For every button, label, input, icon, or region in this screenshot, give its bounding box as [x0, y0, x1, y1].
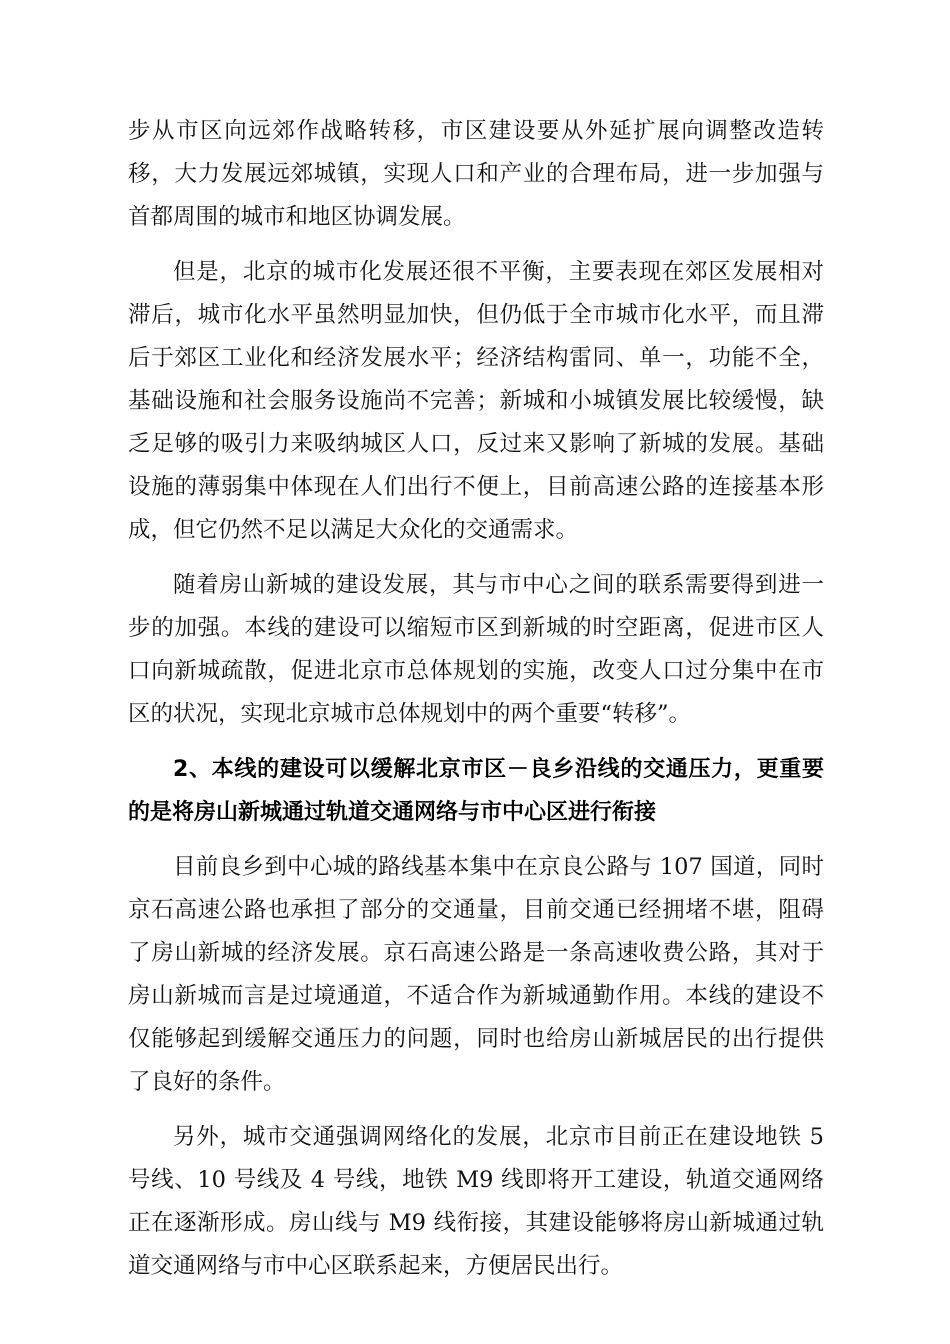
paragraph-fangshan-development: 随着房山新城的建设发展，其与市中心之间的联系需要得到进一步的加强。本线的建设可以缩短市区到新城的时空距离，促进市区人口向新城疏散，促进北京市总体规划的实施，改变人口过分集中在市区的状况，实现北京城市总体规划中的两个重要“转移”。 [128, 572, 824, 727]
section-heading: 2、本线的建设可以缓解北京市区－良乡沿线的交通压力，更重要的是将房山新城通过轨道交通网络与市中心区进行衔接 [128, 757, 824, 825]
paragraph-rail-network: 另外，城市交通强调网络化的发展，北京市目前正在建设地铁 5 号线、10 号线及 4 号线，地铁 M9 线即将开工建设，轨道交通网络正在逐渐形成。房山线与 M9 线衔接，其建设能够将房山新城通过轨道交通网络与市中心区联系起来，方便居民出行。 [128, 1124, 824, 1279]
paragraph-continuation: 步从市区向远郊作战略转移，市区建设要从外延扩展向调整改造转移，大力发展远郊城镇，实现人口和产业的合理布局，进一步加强与首都周围的城市和地区协调发展。 [128, 118, 824, 230]
document-body [128, 110, 824, 1300]
paragraph-urbanization-imbalance: 但是，北京的城市化发展还很不平衡，主要表现在郊区发展相对滞后，城市化水平虽然明显加快，但仍低于全市城市化水平，而且滞后于郊区工业化和经济发展水平；经济结构雷同、单一，功能不全，基础设施和社会服务设施尚不完善；新城和小城镇发展比较缓慢，缺乏足够的吸引力来吸纳城区人口，反过来又影响了新城的发展。基础设施的薄弱集中体现在人们出行不便上，目前高速公路的连接基本形成，但它仍然不足以满足大众化的交通需求。 [128, 259, 824, 543]
paragraph-traffic-pressure: 目前良乡到中心城的路线基本集中在京良公路与 107 国道，同时京石高速公路也承担了部分的交通量，目前交通已经拥堵不堪，阻碍了房山新城的经济发展。京石高速公路是一条高速收费公路，其对于房山新城而言是过境通道，不适合作为新城通勤作用。本线的建设不仅能够起到缓解交通压力的问题，同时也给房山新城居民的出行提供了良好的条件。 [128, 854, 824, 1095]
